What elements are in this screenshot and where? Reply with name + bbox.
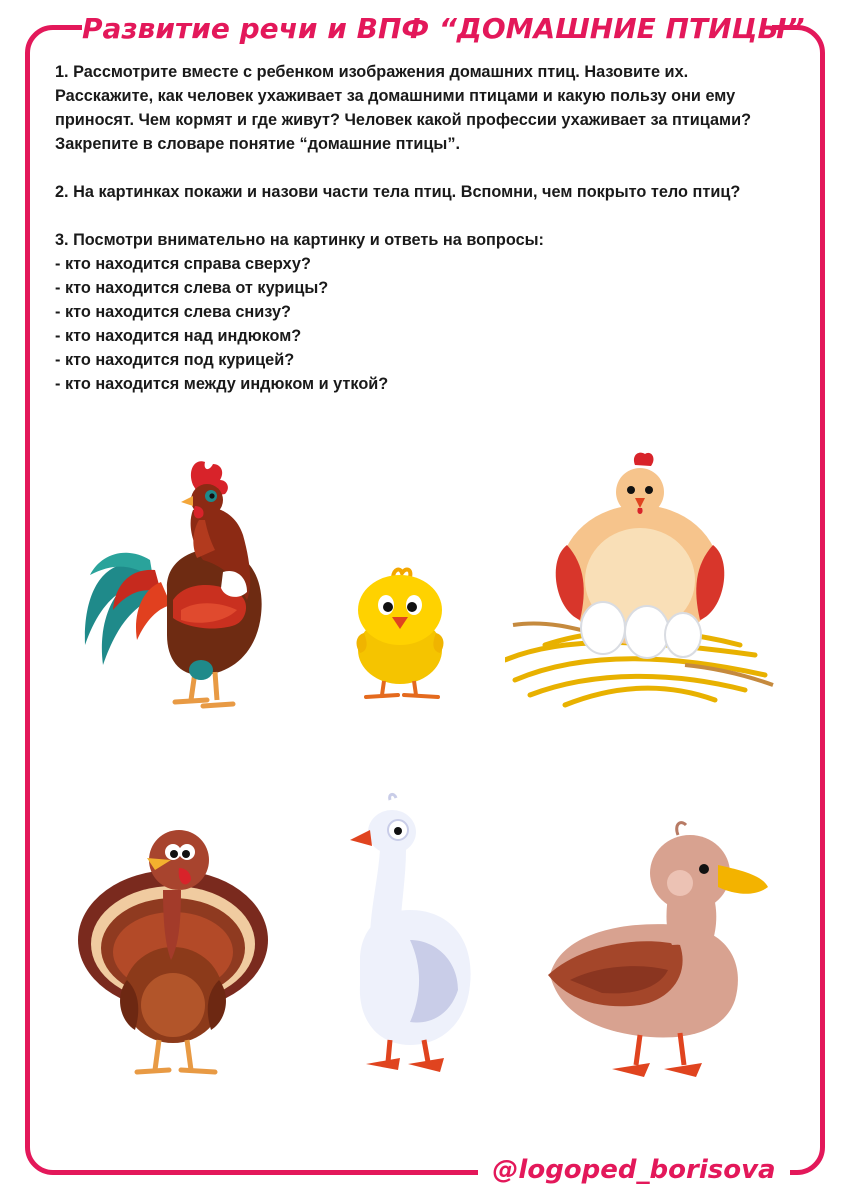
question-1: - кто находится справа сверху?: [55, 255, 311, 273]
task3-heading: 3. Посмотри внимательно на картинку и ответь на вопросы:: [55, 231, 544, 249]
task1-line4: Закрепите в словаре понятие “домашние птицы”.: [55, 135, 460, 153]
page-title: Развитие речи и ВПФ “ДОМАШНИЕ ПТИЦЫ”: [82, 12, 805, 45]
turkey-illustration: [75, 820, 275, 1085]
question-5: - кто находится под курицей?: [55, 351, 295, 369]
goose-illustration: [340, 790, 480, 1085]
question-4: - кто находится над индюком?: [55, 327, 302, 345]
author-handle: @logoped_borisova: [492, 1155, 776, 1185]
task2-text: 2. На картинках покажи и назови части тела птиц. Вспомни, чем покрыто тело птиц?: [55, 183, 741, 201]
task1-line3: приносят. Чем кормят и где живут? Человек какой профессии ухаживает за птицами?: [55, 111, 752, 129]
chick-illustration: [348, 565, 453, 705]
task1-line1: 1. Рассмотрите вместе с ребенком изображения домашних птиц. Назовите их.: [55, 63, 689, 81]
rooster-illustration: [75, 450, 275, 715]
task1-line2: Расскажите, как человек ухаживает за домашними птицами и какую пользу они ему: [55, 87, 736, 105]
hen-on-nest-illustration: [505, 450, 775, 720]
question-2: - кто находится слева от курицы?: [55, 279, 329, 297]
duck-illustration: [540, 815, 775, 1085]
question-3: - кто находится слева снизу?: [55, 303, 291, 321]
instructions: [55, 60, 815, 396]
question-6: - кто находится между индюком и уткой?: [55, 375, 389, 393]
